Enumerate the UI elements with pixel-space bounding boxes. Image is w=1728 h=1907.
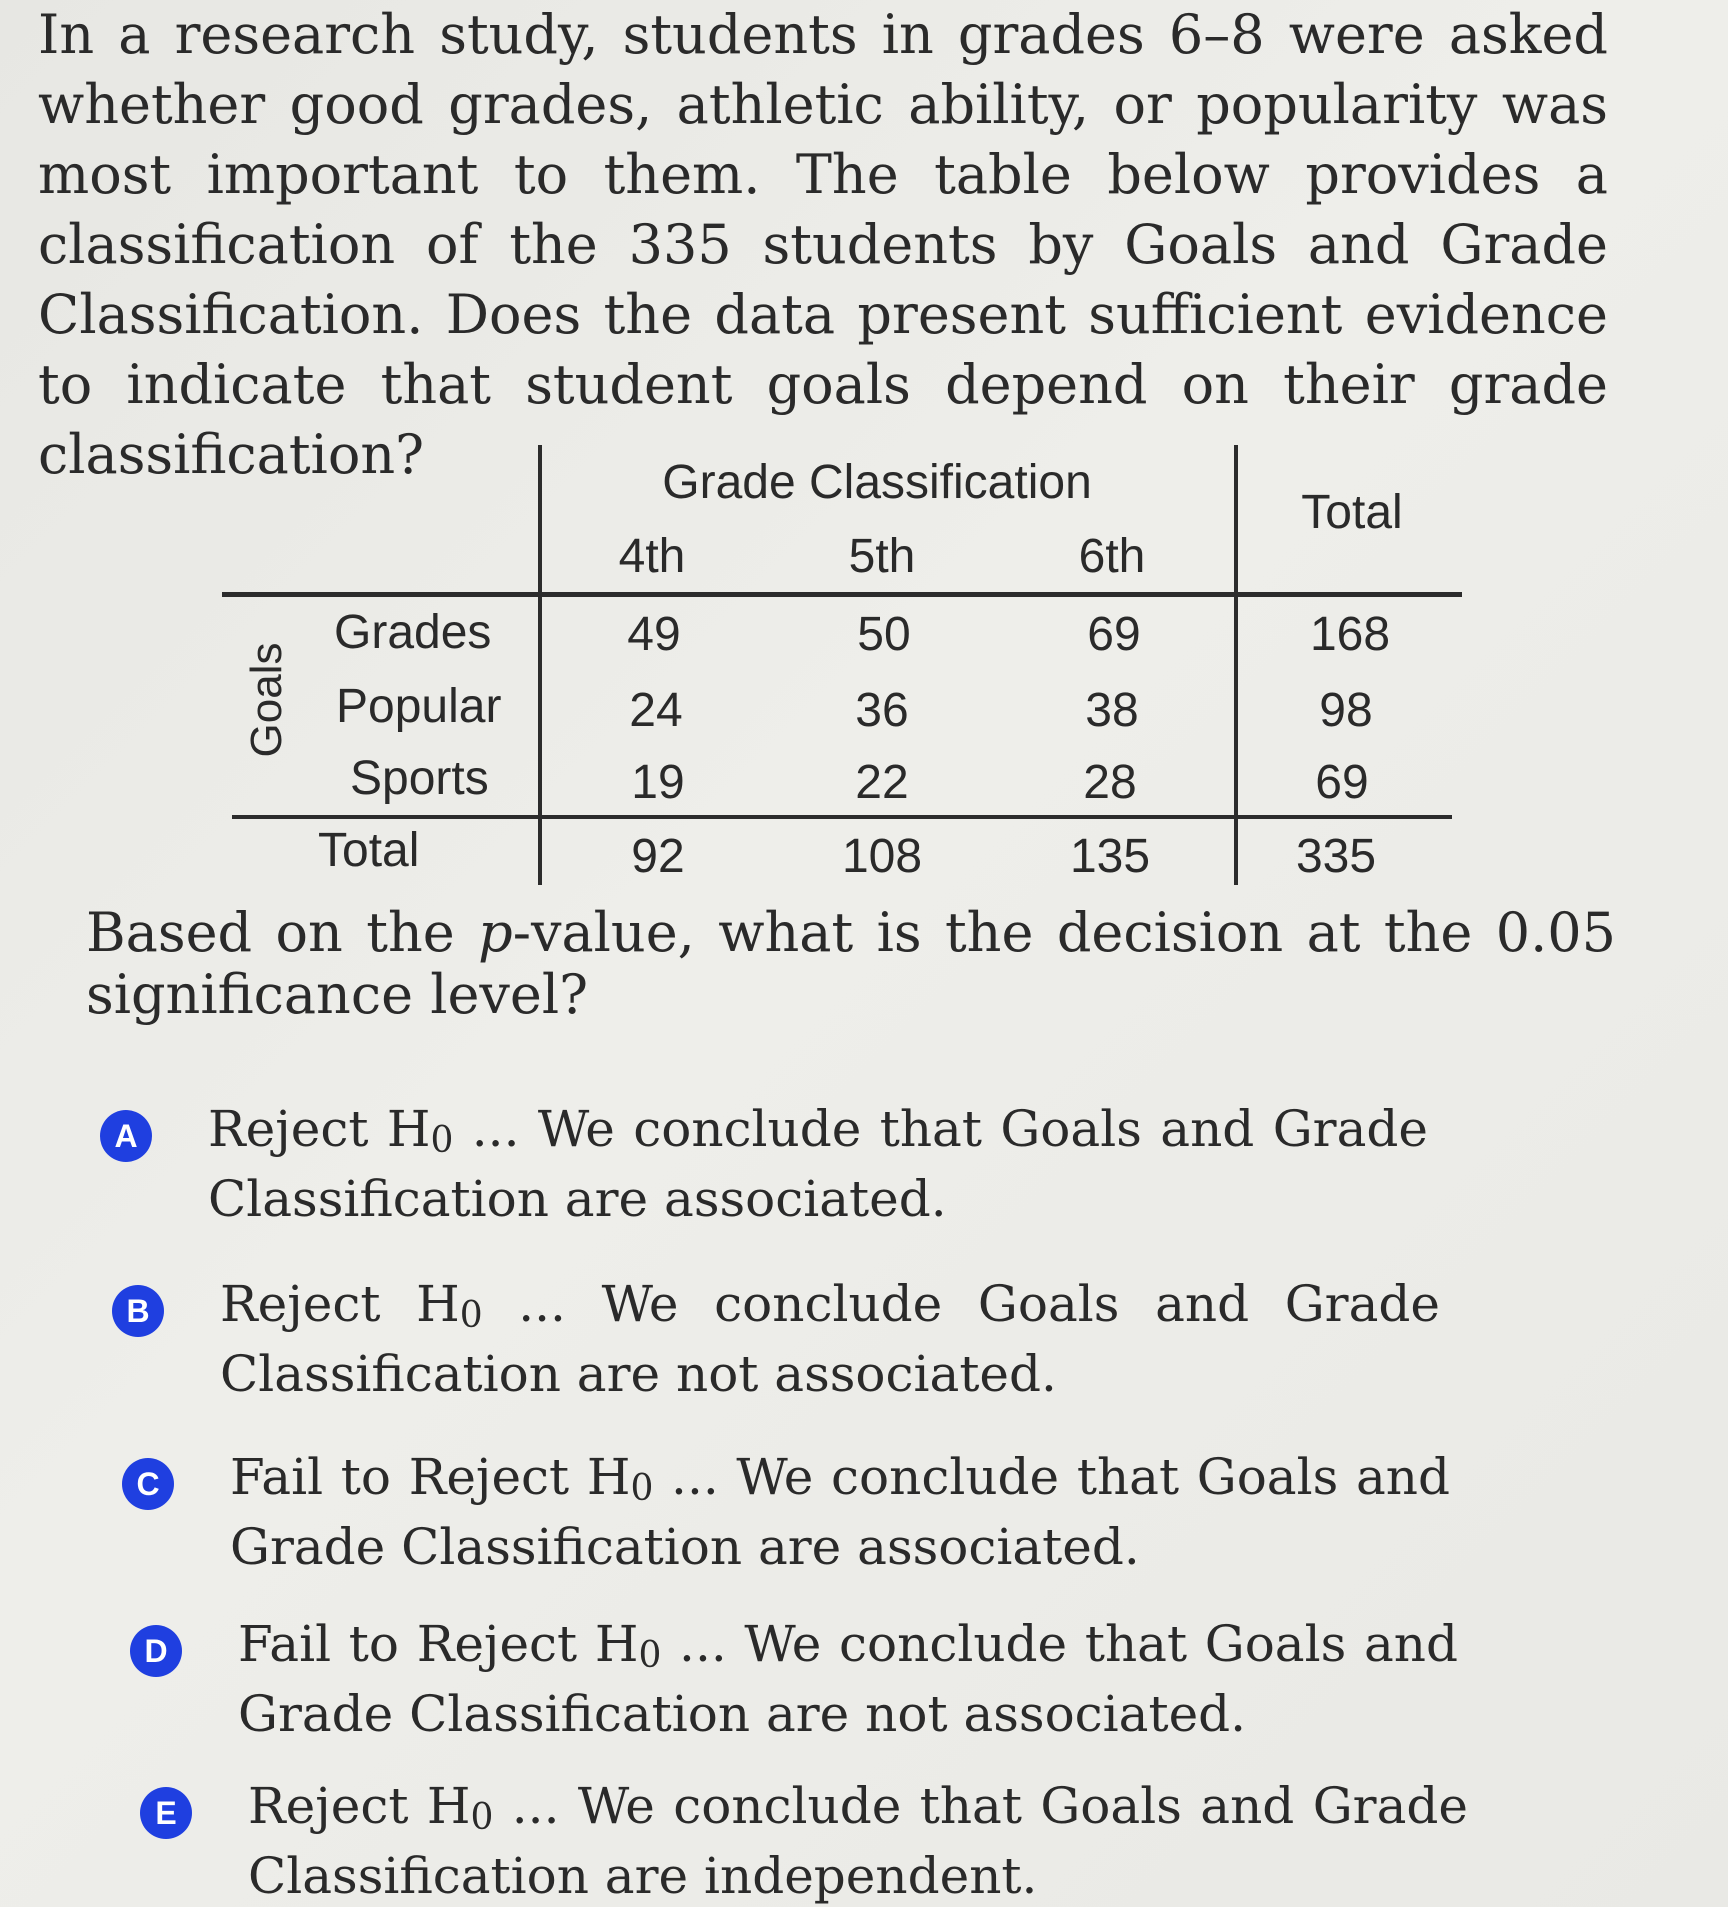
question-text: In a research study, students in grades 6–8 were asked whether good grades, athletic ability, or popularity was most important to them. The table below provides a classification of the 335 students by Goals and Grade Classification. Does the data present sufficient evidence to indicate that student goals depend on their grade classification? xyxy=(38,3,1608,486)
table-cell: 28 xyxy=(1083,756,1137,809)
column-total: 108 xyxy=(841,830,923,883)
row-label-total: Total xyxy=(318,824,420,877)
option-conclusion: ... We conclude that Goals and Grade Classification are independent. xyxy=(248,1777,1468,1905)
option-subscript: 0 xyxy=(630,1468,654,1509)
option-a-text xyxy=(208,1100,1428,1228)
table-cell: 22 xyxy=(855,756,909,809)
column-total: 92 xyxy=(631,830,685,883)
table-divider-right xyxy=(1234,445,1238,885)
total-header: Total xyxy=(1301,486,1403,539)
option-conclusion: ... We conclude Goals and Grade Classification are not associated. xyxy=(220,1275,1440,1403)
option-a-badge[interactable]: A xyxy=(100,1110,152,1162)
option-subscript: 0 xyxy=(430,1120,454,1161)
followup-after: -value, what is the decision at the 0.05 significance level? xyxy=(86,901,1616,1026)
row-label-grades: Grades xyxy=(334,606,492,659)
row-group-label: Goals xyxy=(242,642,291,758)
column-total: 135 xyxy=(1069,830,1151,883)
option-subscript: 0 xyxy=(470,1797,494,1838)
option-decision: Reject H xyxy=(220,1275,460,1333)
row-total: 98 xyxy=(1319,684,1373,737)
followup-before: Based on the xyxy=(86,901,479,964)
table-divider-left xyxy=(538,445,542,885)
option-conclusion: ... We conclude that Goals and Grade Classification are associated. xyxy=(230,1448,1450,1576)
followup-italic: p xyxy=(478,901,513,964)
grand-total: 335 xyxy=(1295,830,1377,883)
option-decision: Reject H xyxy=(248,1777,471,1835)
group-header: Grade Classification xyxy=(662,456,1092,509)
row-label-sports: Sports xyxy=(350,752,489,805)
option-conclusion: ... We conclude that Goals and Grade Classification are not associated. xyxy=(238,1615,1458,1743)
option-decision: Fail to Reject H xyxy=(238,1615,639,1673)
row-total: 69 xyxy=(1315,756,1369,809)
table-cell: 69 xyxy=(1087,608,1141,661)
column-header-6th: 6th xyxy=(1078,530,1146,583)
table-header-rule xyxy=(222,592,1462,597)
contingency-table xyxy=(222,445,1462,895)
option-subscript: 0 xyxy=(459,1295,483,1336)
option-e-badge[interactable]: E xyxy=(140,1787,192,1839)
option-c-text xyxy=(230,1448,1450,1576)
table-cell: 19 xyxy=(631,756,685,809)
option-subscript: 0 xyxy=(638,1635,662,1676)
table-cell: 49 xyxy=(627,608,681,661)
table-cell: 24 xyxy=(629,684,683,737)
option-decision: Fail to Reject H xyxy=(230,1448,631,1506)
option-b-text xyxy=(220,1275,1440,1403)
option-e-text xyxy=(248,1777,1468,1905)
table-cell: 50 xyxy=(857,608,911,661)
option-c-badge[interactable]: C xyxy=(122,1458,174,1510)
option-conclusion: ... We conclude that Goals and Grade Classification are associated. xyxy=(208,1100,1428,1228)
column-header-4th: 4th xyxy=(618,530,686,583)
option-d-text xyxy=(238,1615,1458,1743)
table-total-rule xyxy=(232,815,1452,819)
table-cell: 36 xyxy=(855,684,909,737)
row-total: 168 xyxy=(1309,608,1391,661)
followup-question xyxy=(86,902,1616,1026)
row-label-popular: Popular xyxy=(336,680,502,733)
option-d-badge[interactable]: D xyxy=(130,1625,182,1677)
option-b-badge[interactable]: B xyxy=(112,1285,164,1337)
column-header-5th: 5th xyxy=(848,530,916,583)
option-decision: Reject H xyxy=(208,1100,431,1158)
table-cell: 38 xyxy=(1085,684,1139,737)
